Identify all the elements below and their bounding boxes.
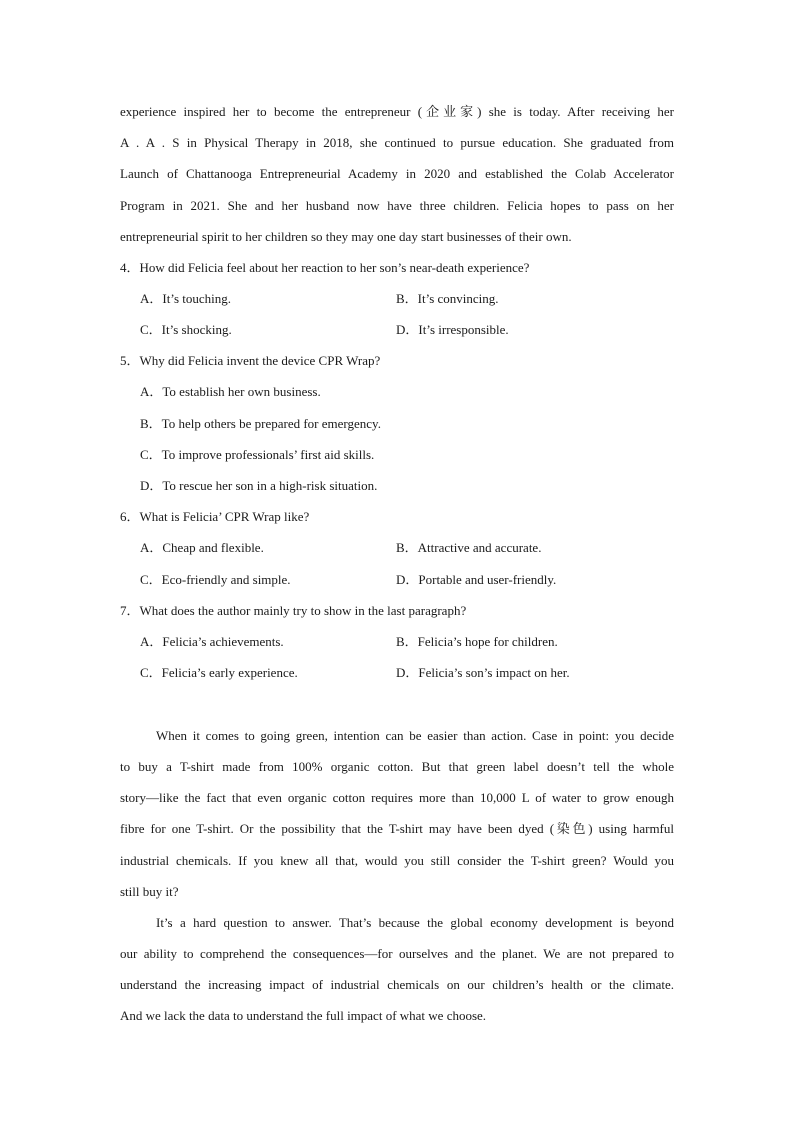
option-c: C．Eco-friendly and simple. — [140, 572, 291, 587]
passage-line: Launch of Chattanooga Entrepreneurial Academy in 2020 and established the Colab Accelerator — [120, 166, 674, 181]
option-c: C．To improve professionals’ first aid skills. — [140, 447, 375, 462]
option-a: A．To establish her own business. — [140, 384, 321, 399]
passage2-line: still buy it? — [120, 884, 179, 899]
passage-line: A . A . S in Physical Therapy in 2018, she continued to pursue education. She graduated from — [120, 135, 674, 150]
question-stem: 5．Why did Felicia invent the device CPR Wrap? — [120, 353, 381, 368]
passage2-line: our ability to comprehend the consequences—for ourselves and the planet. We are not prepared to — [120, 946, 674, 961]
passage2-line: story—like the fact that even organic cotton requires more than 10,000 L of water to grow enough — [120, 790, 674, 805]
option-a: A．It’s touching. — [140, 291, 231, 306]
passage2-line: understand the increasing impact of industrial chemicals on our children’s health or the climate. — [120, 977, 674, 992]
question-stem: 7．What does the author mainly try to show in the last paragraph? — [120, 603, 467, 618]
option-d: D．Felicia’s son’s impact on her. — [396, 665, 570, 680]
option-b: B．Felicia’s hope for children. — [396, 634, 558, 649]
option-d: D．To rescue her son in a high-risk situation. — [140, 478, 378, 493]
option-d: D．It’s irresponsible. — [396, 322, 509, 337]
question-stem: 6．What is Felicia’ CPR Wrap like? — [120, 509, 310, 524]
passage2-line: to buy a T-shirt made from 100% organic cotton. But that green label doesn’t tell the whole — [120, 759, 674, 774]
option-a: A．Felicia’s achievements. — [140, 634, 284, 649]
passage2-line: fibre for one T-shirt. Or the possibility that the T-shirt may have been dyed (染色) using harmful — [120, 821, 674, 836]
passage2-line: And we lack the data to understand the full impact of what we choose. — [120, 1008, 487, 1023]
option-b: B．To help others be prepared for emergency. — [140, 416, 381, 431]
option-b: B．Attractive and accurate. — [396, 540, 542, 555]
option-b: B．It’s convincing. — [396, 291, 499, 306]
passage2-line: It’s a hard question to answer. That’s because the global economy development is beyond — [156, 915, 674, 930]
option-c: C．Felicia’s early experience. — [140, 665, 298, 680]
passage2-line: industrial chemicals. If you knew all that, would you still consider the T-shirt green? Would you — [120, 853, 674, 868]
option-d: D．Portable and user-friendly. — [396, 572, 557, 587]
passage-line: Program in 2021. She and her husband now have three children. Felicia hopes to pass on her — [120, 198, 674, 213]
option-c: C．It’s shocking. — [140, 322, 232, 337]
passage-line: entrepreneurial spirit to her children so they may one day start businesses of their own. — [120, 229, 572, 244]
passage2-line: When it comes to going green, intention can be easier than action. Case in point: you decide — [156, 728, 674, 743]
option-a: A．Cheap and flexible. — [140, 540, 264, 555]
question-stem: 4．How did Felicia feel about her reaction to her son’s near-death experience? — [120, 260, 530, 275]
passage-line: experience inspired her to become the entrepreneur (企业家) she is today. After receiving her — [120, 104, 674, 119]
